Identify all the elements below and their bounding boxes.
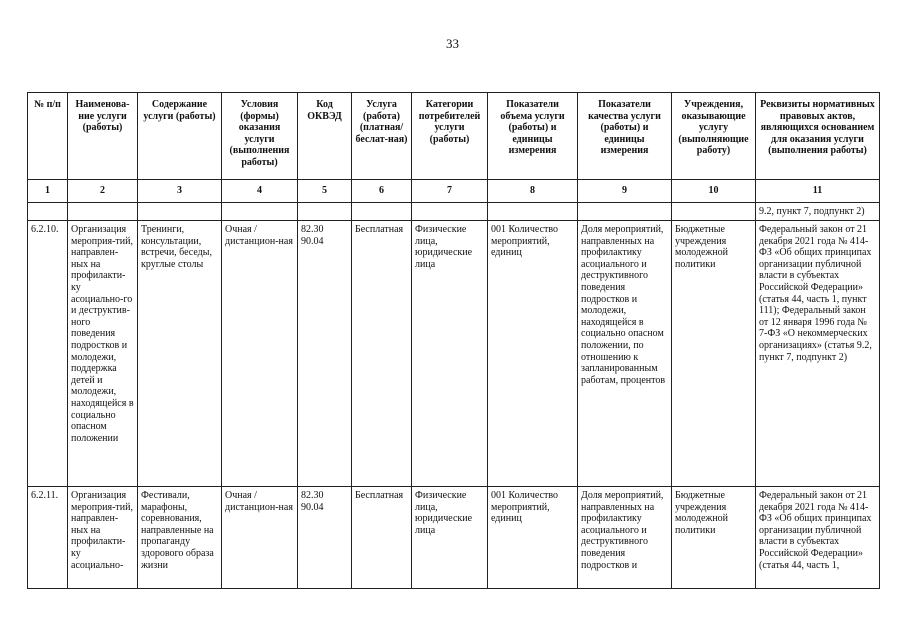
table-row: [28, 487, 880, 589]
service-name: Организация мероприя-тий, направлен-ных на профилакти-ку асоциально-го и деструктив-ного поведения подростков и молодежи, поддержка детей и молодежи, находящейся в социально опасном положении: [68, 221, 138, 487]
consumer-categories: Физические лица, юридические лица: [412, 487, 488, 589]
volume-indicators: 001 Количество мероприятий, единиц: [488, 487, 578, 589]
continuation-row: [28, 203, 880, 221]
paid-status: Бесплатная: [352, 221, 412, 487]
consumer-categories: Физические лица, юридические лица: [412, 221, 488, 487]
table-row: [28, 221, 880, 487]
institutions: Бюджетные учреждения молодежной политики: [672, 487, 756, 589]
column-number: 9: [578, 180, 672, 203]
service-content: Фестивали, марафоны, соревнования, направленные на пропаганду здорового образа жизни: [138, 487, 222, 589]
header-cell: Услуга (работа) (платная/ беслат-ная): [352, 93, 412, 180]
page-number: 33: [446, 36, 459, 51]
column-number: 11: [756, 180, 880, 203]
column-number: 8: [488, 180, 578, 203]
header-cell: № п/п: [28, 93, 68, 180]
okved-code: 82.30 90.04: [298, 487, 352, 589]
paid-status: Бесплатная: [352, 487, 412, 589]
header-cell: Показатели качества услуги (работы) и единицы измерения: [578, 93, 672, 180]
legal-basis: Федеральный закон от 21 декабря 2021 года № 414-ФЗ «Об общих принципах организации публичной власти в субъектах Российской Федерации» (статья 44, часть 1,: [756, 487, 880, 589]
header-cell: Код ОКВЭД: [298, 93, 352, 180]
column-number: 7: [412, 180, 488, 203]
header-cell: Показатели объема услуги (работы) и единицы измерения: [488, 93, 578, 180]
column-number: 6: [352, 180, 412, 203]
row-number: 6.2.10.: [28, 221, 68, 487]
column-number: 5: [298, 180, 352, 203]
column-number: 1: [28, 180, 68, 203]
continuation-text: 9.2, пункт 7, подпункт 2): [756, 203, 880, 221]
column-number: 3: [138, 180, 222, 203]
column-number: 10: [672, 180, 756, 203]
service-conditions: Очная / дистанцион-ная: [222, 221, 298, 487]
quality-indicators: Доля мероприятий, направленных на профилактику асоциального и деструктивного поведения подростков и молодежи, находящейся в социально опасном положении, по отношению к запланированным работам, процентов: [578, 221, 672, 487]
table-header-row: [28, 93, 880, 180]
header-cell: Содержание услуги (работы): [138, 93, 222, 180]
institutions: Бюджетные учреждения молодежной политики: [672, 221, 756, 487]
volume-indicators: 001 Количество мероприятий, единиц: [488, 221, 578, 487]
service-name: Организация мероприя-тий, направлен-ных на профилакти-ку асоциально-: [68, 487, 138, 589]
service-conditions: Очная / дистанцион-ная: [222, 487, 298, 589]
row-number: 6.2.11.: [28, 487, 68, 589]
header-cell: Реквизиты нормативных правовых актов, являющихся основанием для оказания услуги (выполнения работы): [756, 93, 880, 180]
column-number: 4: [222, 180, 298, 203]
column-number-row: [28, 180, 880, 203]
service-content: Тренинги, консультации, встречи, беседы, круглые столы: [138, 221, 222, 487]
header-cell: Категории потребителей услуги (работы): [412, 93, 488, 180]
header-cell: Наименова-ние услуги (работы): [68, 93, 138, 180]
header-cell: Учреждения, оказывающие услугу (выполняющие работу): [672, 93, 756, 180]
legal-basis: Федеральный закон от 21 декабря 2021 года № 414-ФЗ «Об общих принципах организации публичной власти в субъектах Российской Федерации» (статья 44, часть 1, пункт 111); Федеральный закон от 12 января 1996 года № 7-ФЗ «О некоммерческих организациях» (статья 9.2, пункт 7, подпункт 2): [756, 221, 880, 487]
column-number: 2: [68, 180, 138, 203]
header-cell: Условия (формы) оказания услуги (выполнения работы): [222, 93, 298, 180]
quality-indicators: Доля мероприятий, направленных на профилактику асоциального и деструктивного поведения подростков и: [578, 487, 672, 589]
services-table: [27, 92, 880, 589]
okved-code: 82.30 90.04: [298, 221, 352, 487]
